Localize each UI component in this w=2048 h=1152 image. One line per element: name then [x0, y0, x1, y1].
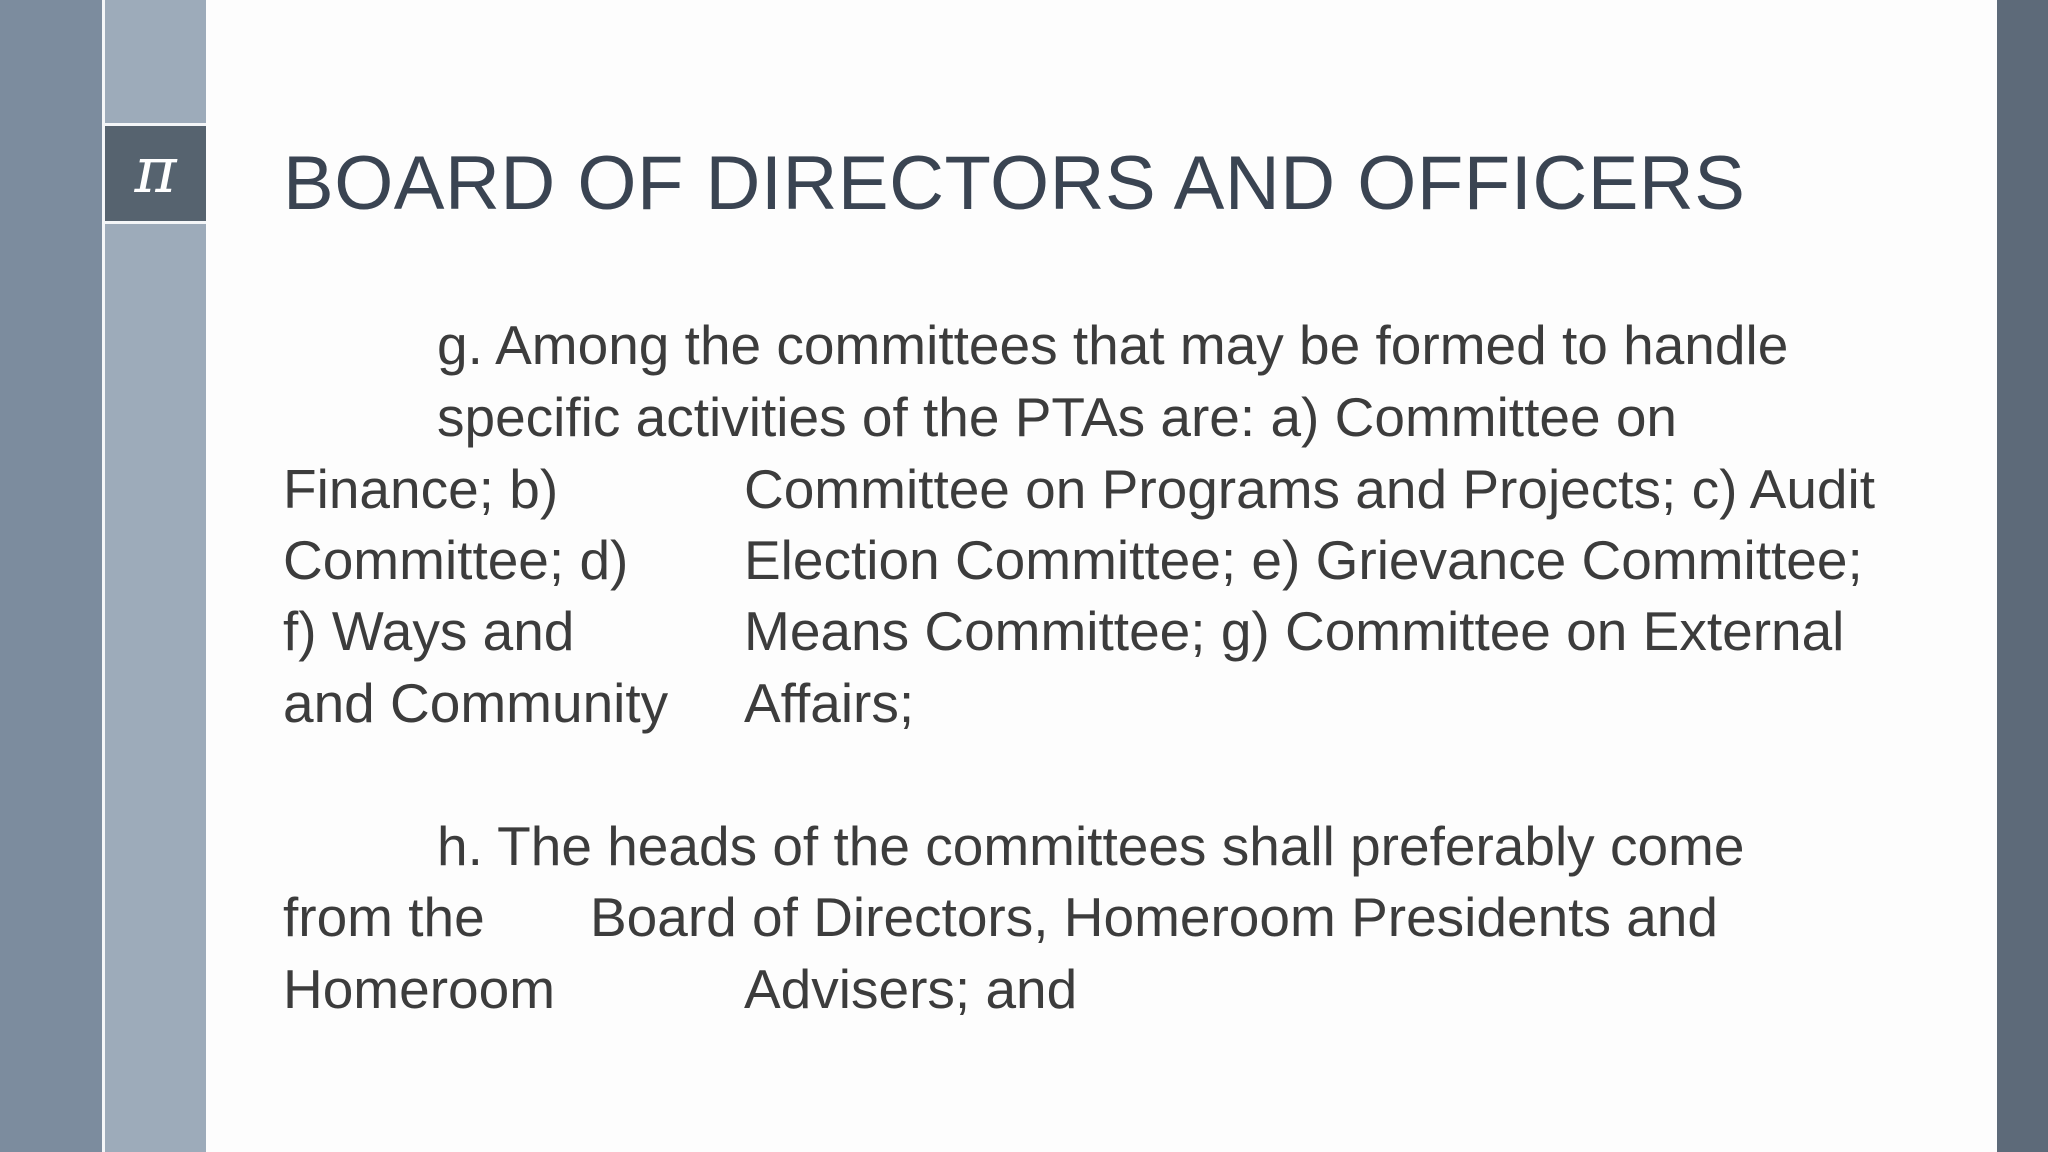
paragraph-g-line-4-left: Committee; d)	[283, 529, 629, 591]
paragraph-h-line-3-right: Advisers; and	[744, 958, 1078, 1020]
paragraph-g-line-3-left: Finance; b)	[283, 458, 559, 520]
paragraph-g-line-5-right: Means Committee; g) Committee on External	[744, 600, 1845, 662]
pi-icon: π	[134, 133, 177, 208]
paragraph-g-line-2: specific activities of the PTAs are: a) Committee on	[437, 386, 1677, 448]
paragraph-h-line-2-right: Board of Directors, Homeroom Presidents and	[590, 886, 1718, 948]
paragraph-g-line-1: g. Among the committees that may be formed to handle	[437, 314, 1789, 376]
slide-title: BOARD OF DIRECTORS AND OFFICERS	[283, 141, 1746, 226]
paragraph-g-line-4-right: Election Committee; e) Grievance Committee;	[744, 529, 1863, 591]
paragraph-g-line-6-right: Affairs;	[744, 672, 915, 734]
pi-logo-box	[105, 123, 206, 224]
right-accent-band	[1997, 0, 2048, 1152]
paragraph-h-line-1: h. The heads of the committees shall preferably come	[437, 815, 1745, 877]
paragraph-g-line-6-left: and Community	[283, 672, 669, 734]
paragraph-g-line-3-right: Committee on Programs and Projects; c) Audit	[744, 458, 1876, 520]
paragraph-h-line-2-left: from the	[283, 886, 485, 948]
paragraph-g-line-5-left: f) Ways and	[283, 600, 575, 662]
left-accent-band-outer	[0, 0, 102, 1152]
paragraph-h-line-3-left: Homeroom	[283, 958, 556, 1020]
